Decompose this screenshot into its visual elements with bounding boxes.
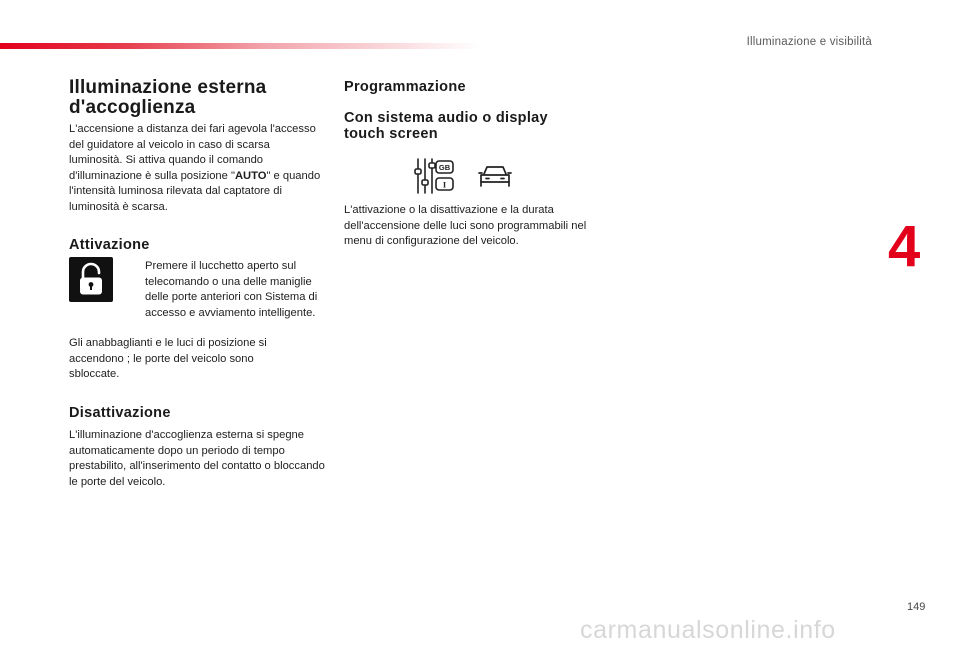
programming-subheading: Con sistema audio o display touch screen <box>344 110 548 142</box>
chapter-number: 4 <box>888 214 921 279</box>
i-label: I <box>442 179 447 190</box>
padlock-open-icon-graphic <box>69 257 113 302</box>
gb-label: GB <box>438 163 451 173</box>
activation-bullet-text: Premere il lucchetto aperto sul telecomando o una delle maniglie delle porte anteriori con Sistema di accesso e avviamento intelligente. <box>145 260 318 319</box>
section-title: Illuminazione e visibilità <box>746 36 872 48</box>
auto-keyword: AUTO <box>234 169 267 182</box>
programming-heading: Programmazione <box>344 79 466 95</box>
activation-heading: Attivazione <box>69 237 150 253</box>
car-front-icon <box>478 163 512 189</box>
intro-text-part-1: L'accensione a distanza dei fari agevola l'accesso del guidatore al veicolo in caso di scarsa luminosità. Si attiva quando il comando d'illuminazione è sulla posizione " <box>69 123 316 182</box>
settings-sliders-icon <box>414 158 456 194</box>
activation-result-text: Gli anabbaglianti e le luci di posizione si accendono ; le porte del veicolo sono sbloccate. <box>69 337 267 380</box>
main-title: Illuminazione esterna d'accoglienza <box>69 77 267 118</box>
settings-sliders-graphic <box>414 158 456 194</box>
programming-text: L'attivazione o la disattivazione e la durata dell'accensione delle luci sono programmabili nel menu di configurazione del veicolo. <box>344 204 587 247</box>
deactivation-text: L'illuminazione d'accoglienza esterna si spegne automaticamente dopo un periodo di tempo prestabilito, all'inserimento del contatto o bloccando le porte del veicolo. <box>69 429 325 488</box>
intro-paragraph <box>69 122 325 215</box>
header-accent-bar <box>0 43 480 49</box>
watermark: carmanualsonline.info <box>580 616 836 644</box>
intro-text-part-2: " e quando l'intensità luminosa rilevata dal captatore di luminosità è scarsa. <box>69 169 321 213</box>
deactivation-heading: Disattivazione <box>69 405 171 421</box>
page-number: 149 <box>907 601 926 613</box>
car-front-graphic <box>478 163 512 189</box>
padlock-open-icon <box>69 257 113 302</box>
